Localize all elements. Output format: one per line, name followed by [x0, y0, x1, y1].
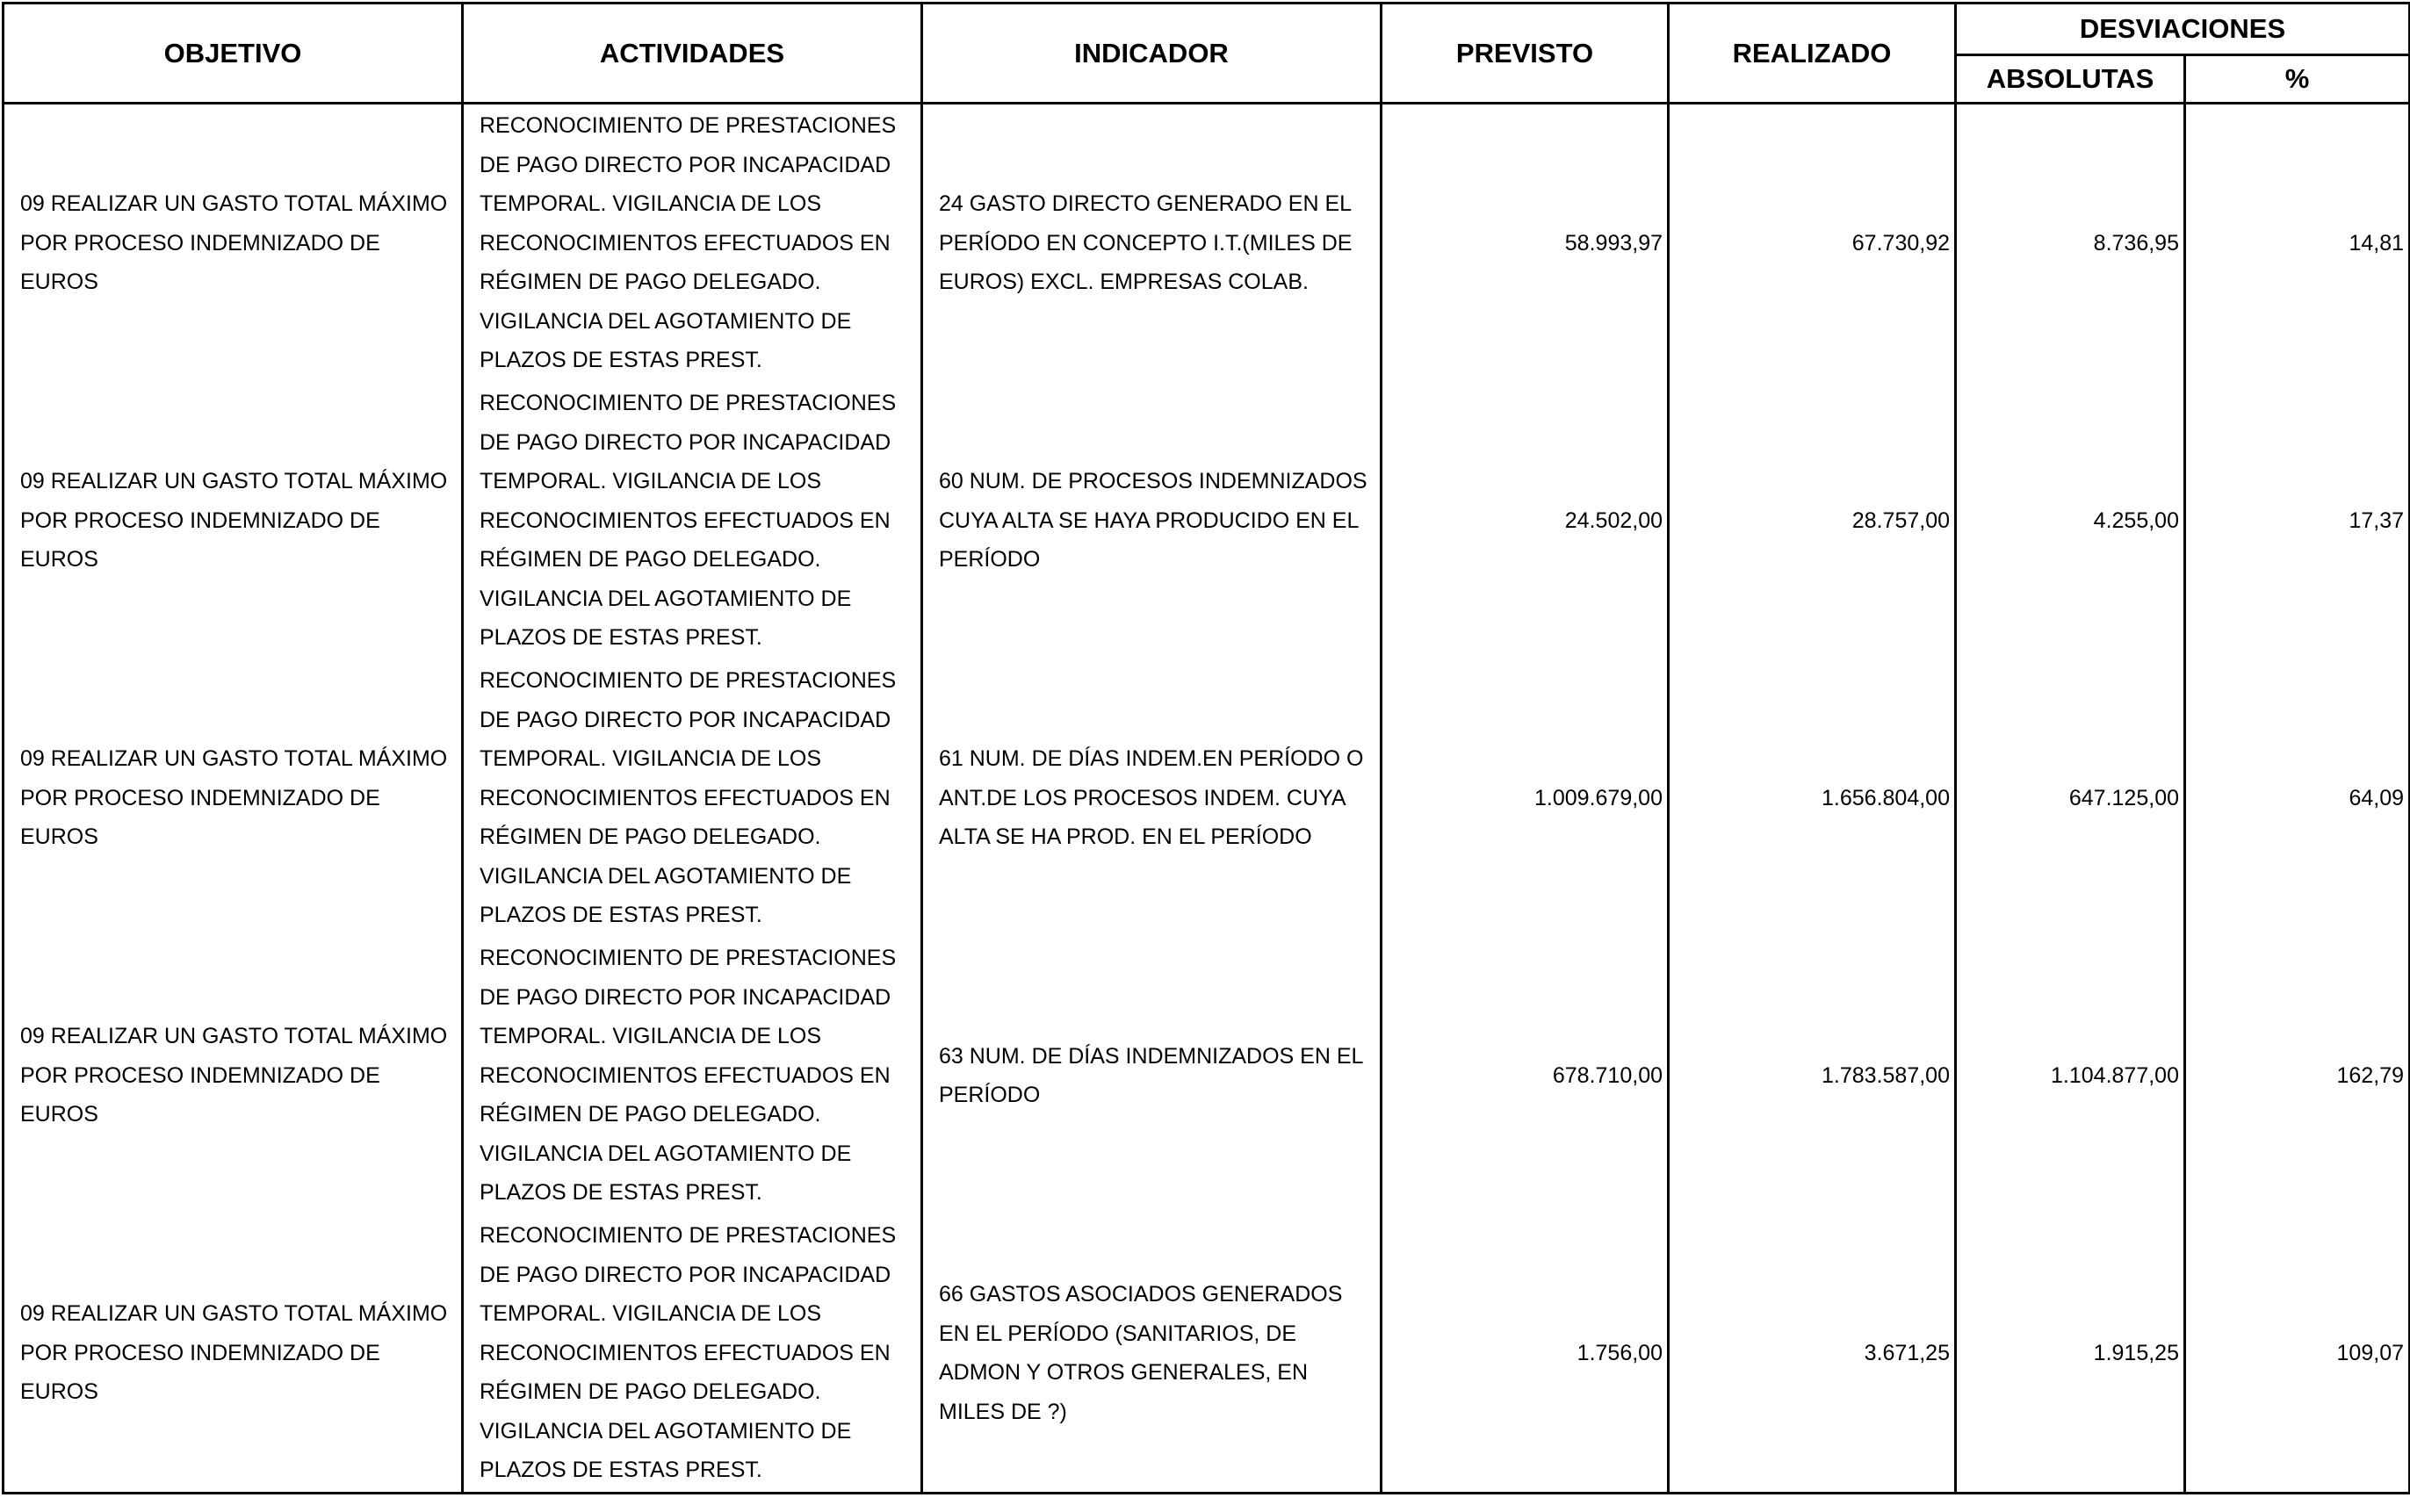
- header-objetivo: OBJETIVO: [4, 4, 463, 104]
- realizado-value: 28.757,00: [1669, 382, 1956, 659]
- porcentaje-value: 14,81: [2185, 104, 2410, 383]
- table-row: [4, 104, 2410, 383]
- indicador-text: 60 NUM. DE PROCESOS INDEMNIZADOS CUYA ALTA SE HAYA PRODUCIDO EN EL PERÍODO: [939, 469, 1367, 572]
- absolutas-value: 1.915,25: [1956, 1214, 2185, 1494]
- porcentaje-value: 17,37: [2185, 382, 2410, 659]
- objetivo-cell: [4, 659, 463, 937]
- realizado-value: 3.671,25: [1669, 1214, 1956, 1494]
- table-row: [4, 659, 2410, 937]
- actividades-text: RECONOCIMIENTO DE PRESTACIONES DE PAGO DIRECTO POR INCAPACIDAD TEMPORAL. VIGILANCIA DE LOS RECONOCIMIENTOS EFECTUADOS EN RÉGIMEN DE PAGO DELEGADO. VIGILANCIA DEL AGOTAMIENTO DE PLAZOS DE ESTAS PREST.: [480, 1223, 897, 1483]
- actividades-cell: [463, 382, 922, 659]
- indicators-table: [2, 2, 2410, 1494]
- previsto-value: 58.993,97: [1382, 104, 1669, 383]
- indicador-text: 63 NUM. DE DÍAS INDEMNIZADOS EN EL PERÍODO: [939, 1043, 1363, 1107]
- header-indicador: INDICADOR: [922, 4, 1382, 104]
- porcentaje-value: 162,79: [2185, 937, 2410, 1214]
- header-previsto: PREVISTO: [1382, 4, 1669, 104]
- realizado-value: 1.783.587,00: [1669, 937, 1956, 1214]
- indicador-cell: [922, 937, 1382, 1214]
- header-actividades: ACTIVIDADES: [463, 4, 922, 104]
- realizado-value: 1.656.804,00: [1669, 659, 1956, 937]
- header-desviaciones: DESVIACIONES: [1956, 4, 2410, 55]
- porcentaje-value: 64,09: [2185, 659, 2410, 937]
- absolutas-value: 647.125,00: [1956, 659, 2185, 937]
- indicador-text: 61 NUM. DE DÍAS INDEM.EN PERÍODO O ANT.DE LOS PROCESOS INDEM. CUYA ALTA SE HA PROD. EN EL PERÍODO: [939, 746, 1364, 850]
- actividades-text: RECONOCIMIENTO DE PRESTACIONES DE PAGO DIRECTO POR INCAPACIDAD TEMPORAL. VIGILANCIA DE LOS RECONOCIMIENTOS EFECTUADOS EN RÉGIMEN DE PAGO DELEGADO. VIGILANCIA DEL AGOTAMIENTO DE PLAZOS DE ESTAS PREST.: [480, 946, 897, 1206]
- objetivo-cell: [4, 104, 463, 383]
- absolutas-value: 8.736,95: [1956, 104, 2185, 383]
- actividades-text: RECONOCIMIENTO DE PRESTACIONES DE PAGO DIRECTO POR INCAPACIDAD TEMPORAL. VIGILANCIA DE LOS RECONOCIMIENTOS EFECTUADOS EN RÉGIMEN DE PAGO DELEGADO. VIGILANCIA DEL AGOTAMIENTO DE PLAZOS DE ESTAS PREST.: [480, 668, 897, 928]
- porcentaje-value: 109,07: [2185, 1214, 2410, 1494]
- objetivo-text: 09 REALIZAR UN GASTO TOTAL MÁXIMO POR PROCESO INDEMNIZADO DE EUROS: [20, 746, 448, 850]
- actividades-cell: [463, 1214, 922, 1494]
- objetivo-text: 09 REALIZAR UN GASTO TOTAL MÁXIMO POR PROCESO INDEMNIZADO DE EUROS: [20, 469, 448, 572]
- header-absolutas: ABSOLUTAS: [1956, 55, 2185, 104]
- indicador-text: 66 GASTOS ASOCIADOS GENERADOS EN EL PERÍODO (SANITARIOS, DE ADMON Y OTROS GENERALES, EN MILES DE ?): [939, 1282, 1343, 1424]
- objetivo-text: 09 REALIZAR UN GASTO TOTAL MÁXIMO POR PROCESO INDEMNIZADO DE EUROS: [20, 191, 448, 295]
- actividades-text: RECONOCIMIENTO DE PRESTACIONES DE PAGO DIRECTO POR INCAPACIDAD TEMPORAL. VIGILANCIA DE LOS RECONOCIMIENTOS EFECTUADOS EN RÉGIMEN DE PAGO DELEGADO. VIGILANCIA DEL AGOTAMIENTO DE PLAZOS DE ESTAS PREST.: [480, 113, 897, 373]
- objetivo-cell: [4, 937, 463, 1214]
- objetivo-text: 09 REALIZAR UN GASTO TOTAL MÁXIMO POR PROCESO INDEMNIZADO DE EUROS: [20, 1024, 448, 1127]
- actividades-text: RECONOCIMIENTO DE PRESTACIONES DE PAGO DIRECTO POR INCAPACIDAD TEMPORAL. VIGILANCIA DE LOS RECONOCIMIENTOS EFECTUADOS EN RÉGIMEN DE PAGO DELEGADO. VIGILANCIA DEL AGOTAMIENTO DE PLAZOS DE ESTAS PREST.: [480, 391, 897, 651]
- absolutas-value: 1.104.877,00: [1956, 937, 2185, 1214]
- indicador-cell: [922, 1214, 1382, 1494]
- realizado-value: 67.730,92: [1669, 104, 1956, 383]
- header-realizado: REALIZADO: [1669, 4, 1956, 104]
- actividades-cell: [463, 659, 922, 937]
- objetivo-text: 09 REALIZAR UN GASTO TOTAL MÁXIMO POR PROCESO INDEMNIZADO DE EUROS: [20, 1301, 448, 1405]
- previsto-value: 1.756,00: [1382, 1214, 1669, 1494]
- table-row: [4, 937, 2410, 1214]
- objetivo-cell: [4, 382, 463, 659]
- indicador-cell: [922, 659, 1382, 937]
- previsto-value: 678.710,00: [1382, 937, 1669, 1214]
- indicador-text: 24 GASTO DIRECTO GENERADO EN EL PERÍODO EN CONCEPTO I.T.(MILES DE EUROS) EXCL. EMPRESAS COLAB.: [939, 191, 1353, 295]
- previsto-value: 24.502,00: [1382, 382, 1669, 659]
- absolutas-value: 4.255,00: [1956, 382, 2185, 659]
- table-row: [4, 1214, 2410, 1494]
- indicador-cell: [922, 382, 1382, 659]
- actividades-cell: [463, 937, 922, 1214]
- indicador-cell: [922, 104, 1382, 383]
- table-row: [4, 382, 2410, 659]
- header-porcentaje: %: [2185, 55, 2410, 104]
- objetivo-cell: [4, 1214, 463, 1494]
- previsto-value: 1.009.679,00: [1382, 659, 1669, 937]
- actividades-cell: [463, 104, 922, 383]
